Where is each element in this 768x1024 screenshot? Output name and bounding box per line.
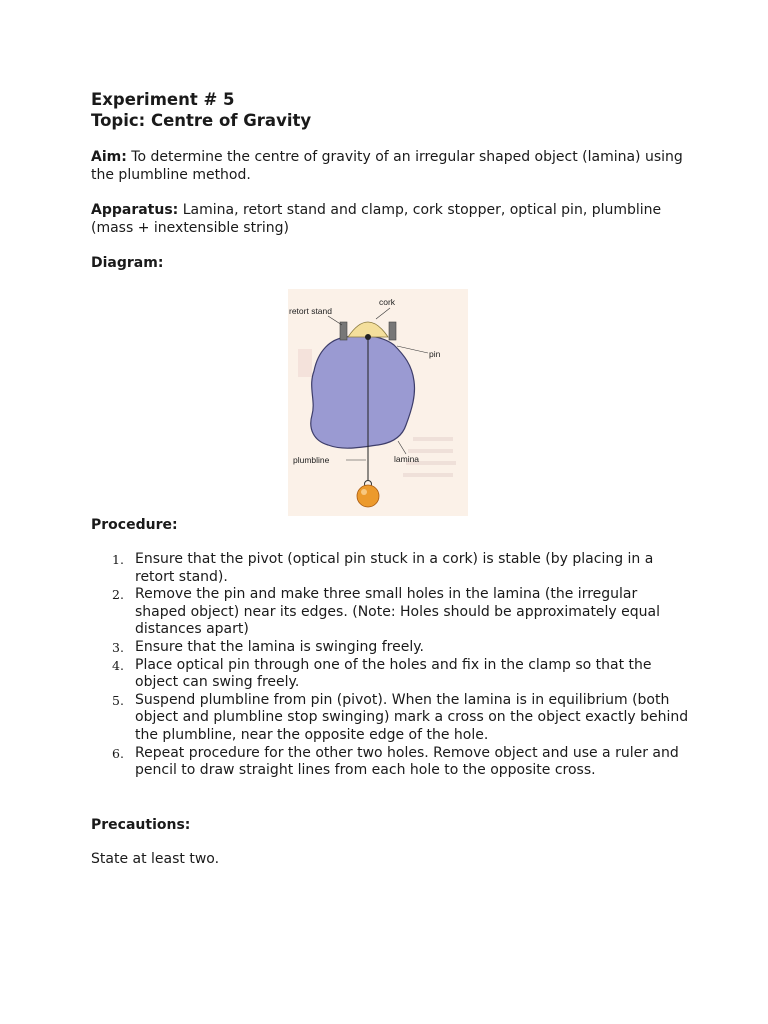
procedure-step (91, 657, 691, 692)
step-number: 3. (112, 639, 124, 655)
plumb-bob (357, 485, 379, 507)
lamina-shape (311, 335, 415, 448)
procedure-step (91, 692, 691, 745)
aim-paragraph (91, 149, 691, 184)
plumbline-diagram (288, 289, 468, 516)
step-text: Ensure that the pivot (optical pin stuck in a cork) is stable (by placing in a retort stand). (135, 551, 654, 585)
apparatus-label: Apparatus: (91, 202, 179, 218)
aim-label: Aim: (91, 149, 127, 165)
step-number: 2. (112, 587, 124, 603)
step-text: Repeat procedure for the other two holes. Remove object and use a ruler and pencil to draw straight lines from each hole to the opposite cross. (135, 744, 679, 779)
topic-title: Topic: Centre of Gravity (91, 111, 312, 130)
step-number: 4. (112, 657, 124, 673)
step-text: Ensure that the lamina is swinging freely. (135, 638, 424, 655)
label-retort-stand: retort stand (289, 306, 332, 316)
aim-text: To determine the centre of gravity of an irregular shaped object (lamina) using the plumbline method. (91, 149, 683, 183)
step-text: Remove the pin and make three small holes in the lamina (the irregular shaped object) near its edges. (Note: Holes should be approximately equal distances apart) (135, 586, 661, 638)
precautions-text: State at least two. (91, 851, 220, 867)
clamp-right (389, 322, 396, 340)
step-number: 1. (112, 552, 124, 567)
label-plumbline: plumbline (293, 455, 330, 465)
label-pin: pin (429, 349, 441, 359)
step-text: Suspend plumbline from pin (pivot). When the lamina is in equilibrium (both object and plumbline stop swinging) mark a cross on the object exactly behind the plumbline, near the opposite edge of the hole. (135, 691, 689, 743)
procedure-step (91, 745, 691, 780)
experiment-title: Experiment # 5 (91, 90, 235, 109)
diagram-image (288, 289, 468, 516)
plumb-bob-highlight (361, 489, 367, 495)
apparatus-text: Lamina, retort stand and clamp, cork stopper, optical pin, plumbline (mass + inextensible string) (91, 202, 662, 236)
step-number: 5. (112, 692, 124, 708)
procedure-heading: Procedure: (91, 517, 178, 533)
procedure-step (91, 551, 691, 586)
precautions-heading: Precautions: (91, 817, 191, 833)
procedure-step (91, 639, 691, 657)
diagram-heading: Diagram: (91, 255, 164, 271)
procedure-list (91, 551, 691, 780)
label-lamina: lamina (394, 454, 420, 464)
procedure-step (91, 586, 691, 639)
step-number: 6. (112, 745, 124, 761)
step-text: Place optical pin through one of the holes and fix in the clamp so that the object can swing freely. (135, 656, 652, 691)
label-cork: cork (379, 297, 396, 307)
apparatus-paragraph (91, 202, 691, 237)
